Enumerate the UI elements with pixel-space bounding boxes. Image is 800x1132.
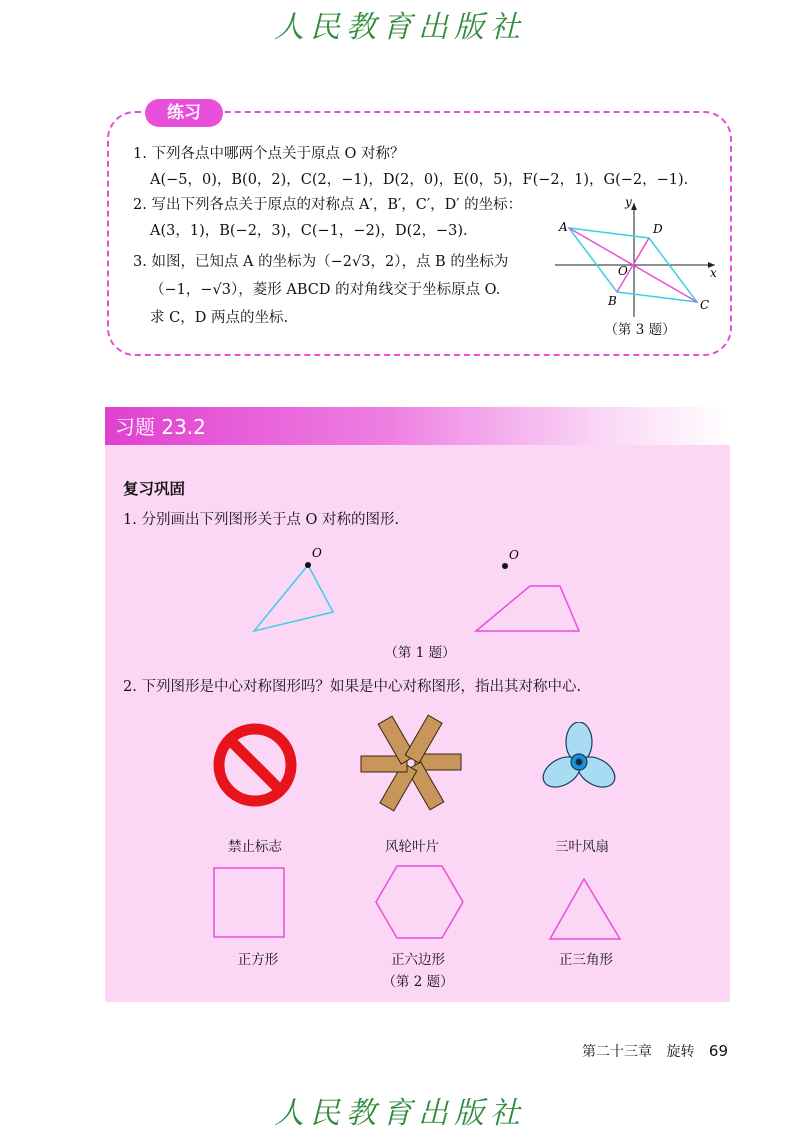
label-a: A [559,220,568,234]
label-d: D [653,222,663,236]
practice-q3-line2: （−1，−√3），菱形 ABCD 的对角线交于坐标原点 O. [150,282,501,298]
publisher-footer: 人民教育出版社 [274,1096,526,1131]
label-b: B [608,294,617,308]
shape-label-fan: 三叶风扇 [555,839,609,855]
square-shape [210,865,290,940]
shape-label-windmill: 风轮叶片 [385,839,439,855]
rhombus-figure [550,195,725,320]
practice-q1: 1. 下列各点中哪两个点关于原点 O 对称？ [133,146,405,162]
no-entry-sign-icon [210,720,300,810]
label-y: y [625,195,632,209]
figure1 [240,545,600,640]
three-blade-fan-icon [535,722,625,812]
practice-q1-points: A(−5，0)，B(0，2)，C(2，−1)，D(2，0)，E(0，5)，F(−2，1)，G(−2，−1). [150,172,689,188]
exercise-q1: 1. 分别画出下列图形关于点 O 对称的图形. [123,512,400,528]
label-c: C [700,298,710,312]
page-number: 69 [708,1042,728,1060]
cyan-triangle [254,565,333,631]
label-o-2: O [509,548,519,562]
y-axis-arrow [631,203,637,210]
practice-q2-points: A(3，1)，B(−2，3)，C(−1，−2)，D(2，−3). [150,223,468,239]
exercise-title: 习题 23.2 [115,415,206,439]
practice-q3-line1: 3. 如图，已知点 A 的坐标为（−2√3，2），点 B 的坐标为 [133,254,509,270]
figure2-caption: （第 2 题） [382,974,454,990]
shape-label-triangle: 正三角形 [559,952,613,968]
hexagon-shape [372,862,467,942]
figure1-caption: （第 1 题） [384,645,456,661]
magenta-trapezoid [476,586,579,631]
label-o-1: O [312,546,322,560]
point-o-1 [305,562,311,568]
chapter-number: 第二十三章 [582,1044,652,1060]
figure3-caption: （第 3 题） [604,322,676,338]
exercise-q2: 2. 下列图形是中心对称图形吗？如果是中心对称图形，指出其对称中心. [123,679,582,695]
practice-q2: 2. 写出下列各点关于原点的对称点 A′，B′，C′，D′ 的坐标： [133,197,523,213]
shape-label-square: 正方形 [237,952,279,968]
publisher-header: 人民教育出版社 [274,10,526,45]
page-footer [582,1041,728,1061]
shape-label-hexagon: 正六边形 [391,952,445,968]
windmill-blades-icon [356,708,466,818]
triangle-shape [546,875,626,945]
label-x: x [710,266,717,280]
label-o: O [618,264,628,278]
shape-label-no-entry: 禁止标志 [228,839,282,855]
practice-q3-line3: 求 C，D 两点的坐标. [150,310,289,326]
chapter-title: 旋转 [666,1044,695,1060]
practice-tag: 练习 [145,99,223,127]
section-heading: 复习巩固 [123,480,186,498]
point-o-2 [502,563,508,569]
